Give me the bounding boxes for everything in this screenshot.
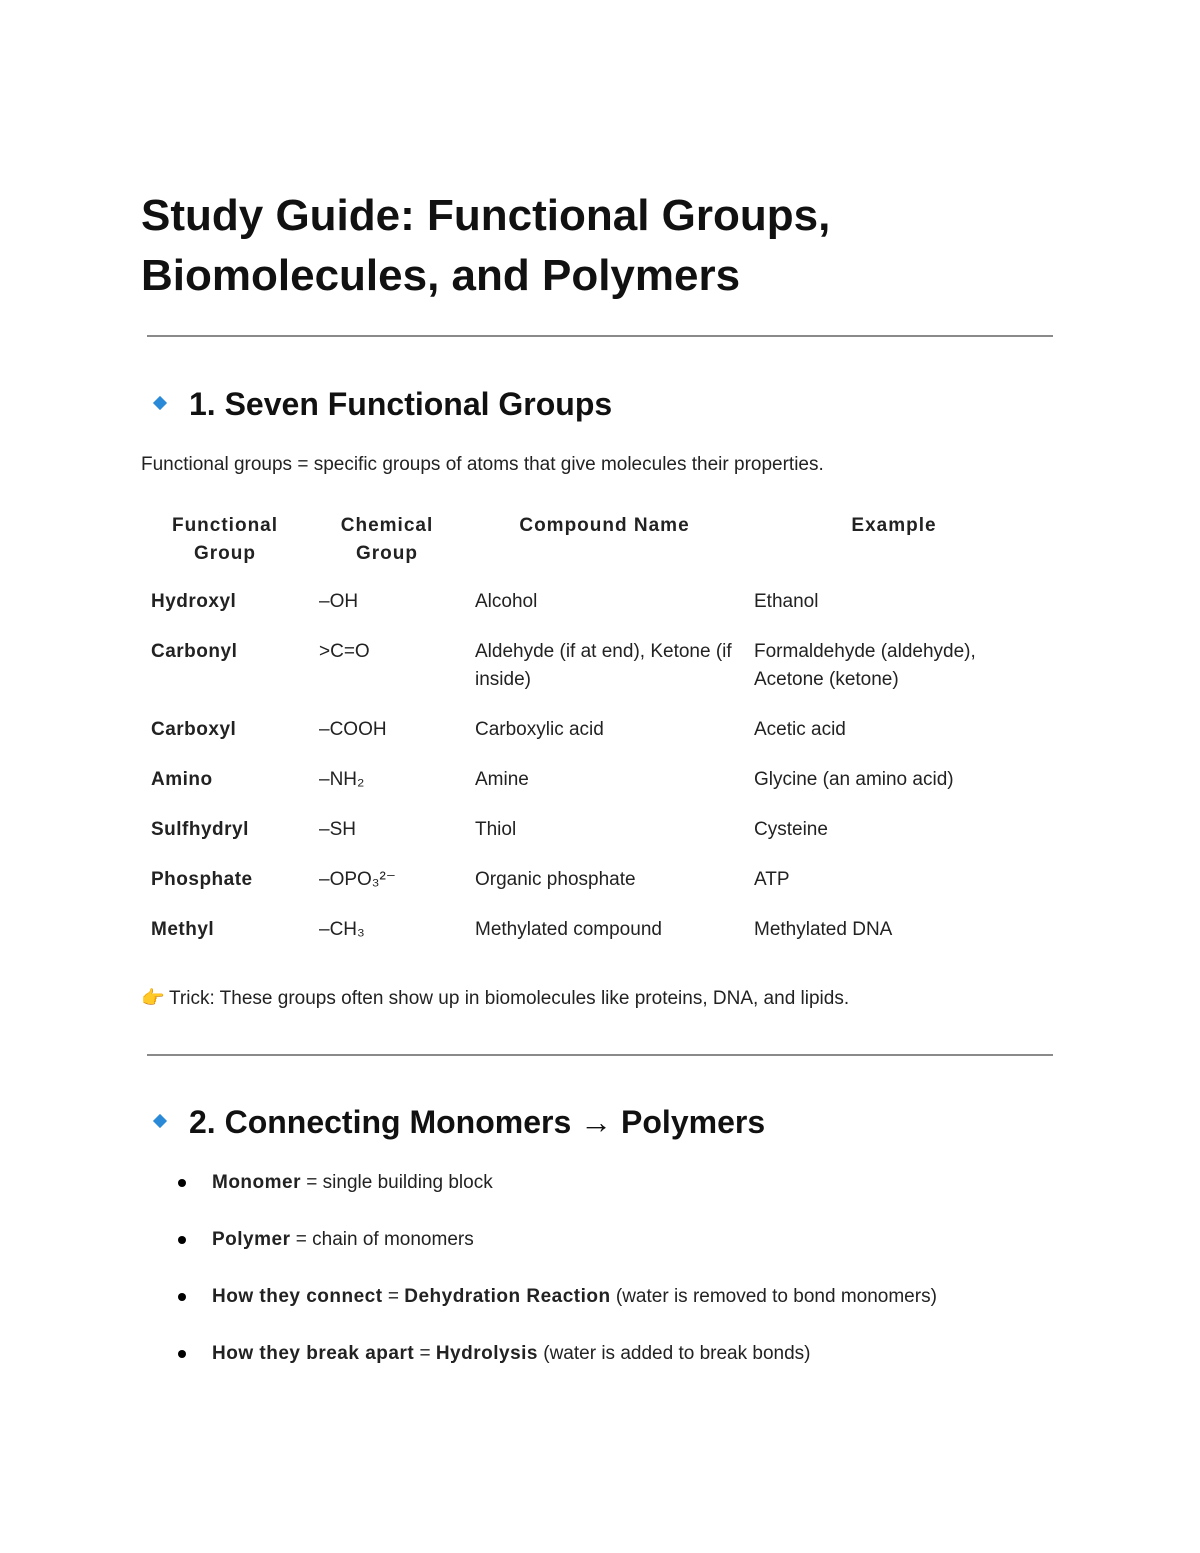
cell-chemical: >C=O	[319, 641, 370, 662]
cell-group: Carboxyl	[151, 719, 237, 740]
cell-example: Acetic acid	[754, 719, 846, 740]
cell-compound: Alcohol	[475, 591, 538, 612]
list-item	[176, 1170, 937, 1227]
trick-note	[141, 986, 849, 1012]
trick-text: Trick: These groups often show up in biomolecules like proteins, DNA, and lipids.	[169, 988, 850, 1009]
table-row	[141, 760, 1044, 810]
bullet-dot-icon	[178, 1350, 186, 1358]
cell-chemical: –OH	[319, 591, 359, 612]
cell-example: Methylated DNA	[754, 919, 893, 940]
bullet-dot-icon	[178, 1293, 186, 1301]
cell-compound: Carboxylic acid	[475, 719, 604, 740]
section-2-heading-text: 2. Connecting Monomers → Polymers	[189, 1104, 766, 1140]
table-header-row	[141, 510, 1044, 582]
page-title: Study Guide: Functional Groups, Biomolecules, and Polymers	[141, 191, 831, 300]
section-1-intro: Functional groups = specific groups of atoms that give molecules their properties.	[141, 454, 824, 475]
cell-compound: Aldehyde (if at end), Ketone (if inside)	[475, 641, 732, 690]
divider	[147, 1054, 1053, 1056]
cell-group: Methyl	[151, 919, 215, 940]
bullet-text: chain of monomers	[312, 1229, 474, 1250]
bullet-term-2: Hydrolysis	[435, 1343, 538, 1364]
cell-compound: Amine	[475, 769, 529, 790]
bullet-term: Polymer	[212, 1229, 291, 1250]
cell-group: Hydroxyl	[151, 591, 237, 612]
bullet-term: How they break apart	[212, 1343, 415, 1364]
cell-example: Ethanol	[754, 591, 819, 612]
section-1-heading-text: 1. Seven Functional Groups	[189, 386, 613, 422]
list-item	[176, 1227, 937, 1284]
table-row	[141, 910, 1044, 960]
cell-chemical: –COOH	[319, 719, 387, 740]
list-item	[176, 1341, 937, 1398]
bullet-term: Monomer	[212, 1172, 301, 1193]
bullet-sep: =	[382, 1286, 405, 1307]
cell-chemical: –SH	[319, 819, 356, 840]
pointing-hand-icon: 👉	[141, 988, 165, 1009]
bullet-dot-icon	[178, 1179, 186, 1187]
cell-chemical: –CH₃	[319, 919, 365, 940]
bullet-sep: =	[301, 1172, 323, 1193]
functional-groups-table	[141, 510, 1044, 960]
diamond-bullet-icon	[153, 1113, 167, 1127]
bullet-text: (water is added to break bonds)	[537, 1343, 811, 1364]
bullet-dot-icon	[178, 1236, 186, 1244]
header-functional-group: Functional Group	[171, 515, 279, 564]
header-chemical-group: Chemical Group	[340, 515, 434, 564]
cell-compound: Methylated compound	[475, 919, 662, 940]
cell-compound: Organic phosphate	[475, 869, 636, 890]
cell-chemical: –NH₂	[319, 769, 365, 790]
bullet-sep: =	[414, 1343, 436, 1364]
table-row	[141, 810, 1044, 860]
cell-group: Sulfhydryl	[151, 819, 249, 840]
bullet-text: (water is removed to bond monomers)	[610, 1286, 937, 1307]
section-2-heading	[152, 1102, 765, 1142]
table-row	[141, 860, 1044, 910]
bullet-sep: =	[290, 1229, 313, 1250]
table-row	[141, 582, 1044, 632]
table-row	[141, 710, 1044, 760]
cell-compound: Thiol	[475, 819, 517, 840]
header-example: Example	[851, 515, 937, 536]
divider	[147, 335, 1053, 337]
table-row	[141, 632, 1044, 710]
cell-example: ATP	[754, 869, 790, 890]
cell-example: Formaldehyde (aldehyde), Acetone (ketone)	[754, 641, 976, 690]
cell-group: Carbonyl	[151, 641, 238, 662]
cell-group: Amino	[151, 769, 213, 790]
polymer-bullet-list	[176, 1170, 937, 1398]
bullet-term: How they connect	[212, 1286, 383, 1307]
header-compound-name: Compound Name	[519, 515, 690, 536]
diamond-bullet-icon	[153, 395, 167, 409]
cell-example: Cysteine	[754, 819, 828, 840]
cell-group: Phosphate	[151, 869, 253, 890]
bullet-term-2: Dehydration Reaction	[404, 1286, 611, 1307]
cell-example: Glycine (an amino acid)	[754, 769, 954, 790]
bullet-text: single building block	[322, 1172, 493, 1193]
list-item	[176, 1284, 937, 1341]
section-1-heading	[152, 384, 612, 424]
cell-chemical: –OPO₃²⁻	[319, 869, 396, 890]
